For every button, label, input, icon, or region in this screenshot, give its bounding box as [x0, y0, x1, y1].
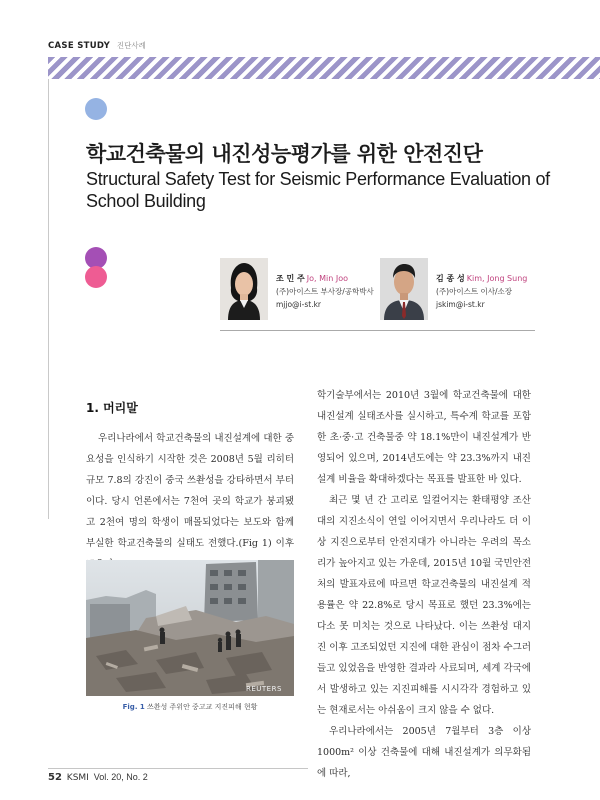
- author-info: [276, 272, 374, 311]
- author-name: 김 종 성: [436, 274, 465, 283]
- author-role: (주)아이스트 이사/소장: [436, 287, 512, 296]
- body-paragraph: 최근 몇 년 간 고리로 일컬어지는 환태평양 조산대의 지진소식이 연일 이어지면서 우리나라도 더 이상 지진으로부터 안전지대가 아니라는 우려의 목소리가 높아지고 있는 가운데, 2015년 10월 국민안전처의 발표자료에 따르면 학교건축물의 내진설계 적용률은 약 22.8%로 당시 목표로 했던 23.3%에는 다소 못 미치는 것으로 나타났다. 이는 쓰촨성 대지진 이후 고조되었던 지진에 대한 관심이 점차 수그러들고 있었음을 반영한 결과라 사료되며, 세계 각국에서 발생하고 있는 지진피해를 시시각각 경험하고 있는 현재로서는 아쉬움이 크지 않을 수 없다.: [317, 495, 531, 716]
- author-email: jskim@i-st.kr: [436, 300, 485, 309]
- section-header: [48, 40, 146, 51]
- body-column-right: [317, 385, 531, 784]
- page-number: 52: [48, 772, 62, 783]
- body-paragraph: 우리나라에서 학교건축물의 내진설계에 대한 중요성을 인식하기 시작한 것은 2008년 5월 리히터규모 7.8의 강진이 중국 쓰촨성을 강타하면서 부터이다. 당시 언론에서는 7천여 곳의 학교가 붕괴됐고 2천여 명의 학생이 매몰되었다는 보도와 함께 부실한 학교건축물의 실태도 전했다.(Fig 1) 이후: [86, 433, 294, 549]
- author-info: [436, 272, 527, 311]
- author-name-english: Jo, Min Joo: [306, 274, 348, 283]
- section-heading: 1. 머리말: [86, 401, 138, 415]
- author-photo: [380, 258, 428, 320]
- article-title-english: Structural Safety Test for Seismic Performance Evaluation of School Building: [86, 169, 550, 211]
- left-margin-rule: [48, 79, 49, 519]
- journal-volume: Vol. 20, No. 2: [93, 772, 148, 782]
- case-study-label: CASE STUDY: [48, 41, 111, 51]
- footer-divider: [48, 768, 308, 769]
- page-footer: [48, 772, 148, 783]
- photo-watermark: REUTERS: [246, 685, 282, 693]
- author-name: 조 민 주: [276, 274, 305, 283]
- body-paragraph: 우리나라에서는 2005년 7월부터 3층 이상 1000m² 이상 건축물에 대해 내진설계가 의무화됨에 따라,: [317, 726, 531, 779]
- decorative-pink-dot: [85, 266, 107, 288]
- header-stripe-band: [48, 57, 600, 79]
- body-paragraph: 학기술부에서는 2010년 3월에 학교건축물에 대한 내진설계 실태조사를 실시하고, 특수계 학교를 포함한 초·중·고 건축물중 약 18.1%만이 내진설계가 반영되어 있으며, 2014년도에는 약 23.3%까지 내진설계 비율을 확대하겠다는 목표를 발표한 바 있다.: [317, 390, 531, 485]
- journal-name: KSMI: [66, 773, 89, 783]
- earthquake-damage-photo: [86, 560, 294, 696]
- figure-label: Fig. 1: [122, 703, 145, 711]
- author-role: (주)아이스트 부사장/공학박사: [276, 287, 374, 296]
- author-name-english: Kim, Jong Sung: [466, 274, 528, 283]
- figure-caption: [86, 702, 294, 712]
- decorative-blue-dot: [85, 98, 107, 120]
- author-photo: [220, 258, 268, 320]
- case-study-sublabel: 진단사례: [116, 41, 146, 50]
- author-email: mjjo@i-st.kr: [276, 300, 322, 309]
- body-column-left: [86, 428, 294, 575]
- author-divider: [220, 330, 535, 331]
- figure-caption-text: 쓰촨성 주위안 중고교 지진피해 현황: [147, 703, 258, 711]
- article-title-korean: 학교건축물의 내진성능평가를 위한 안전진단: [86, 142, 483, 166]
